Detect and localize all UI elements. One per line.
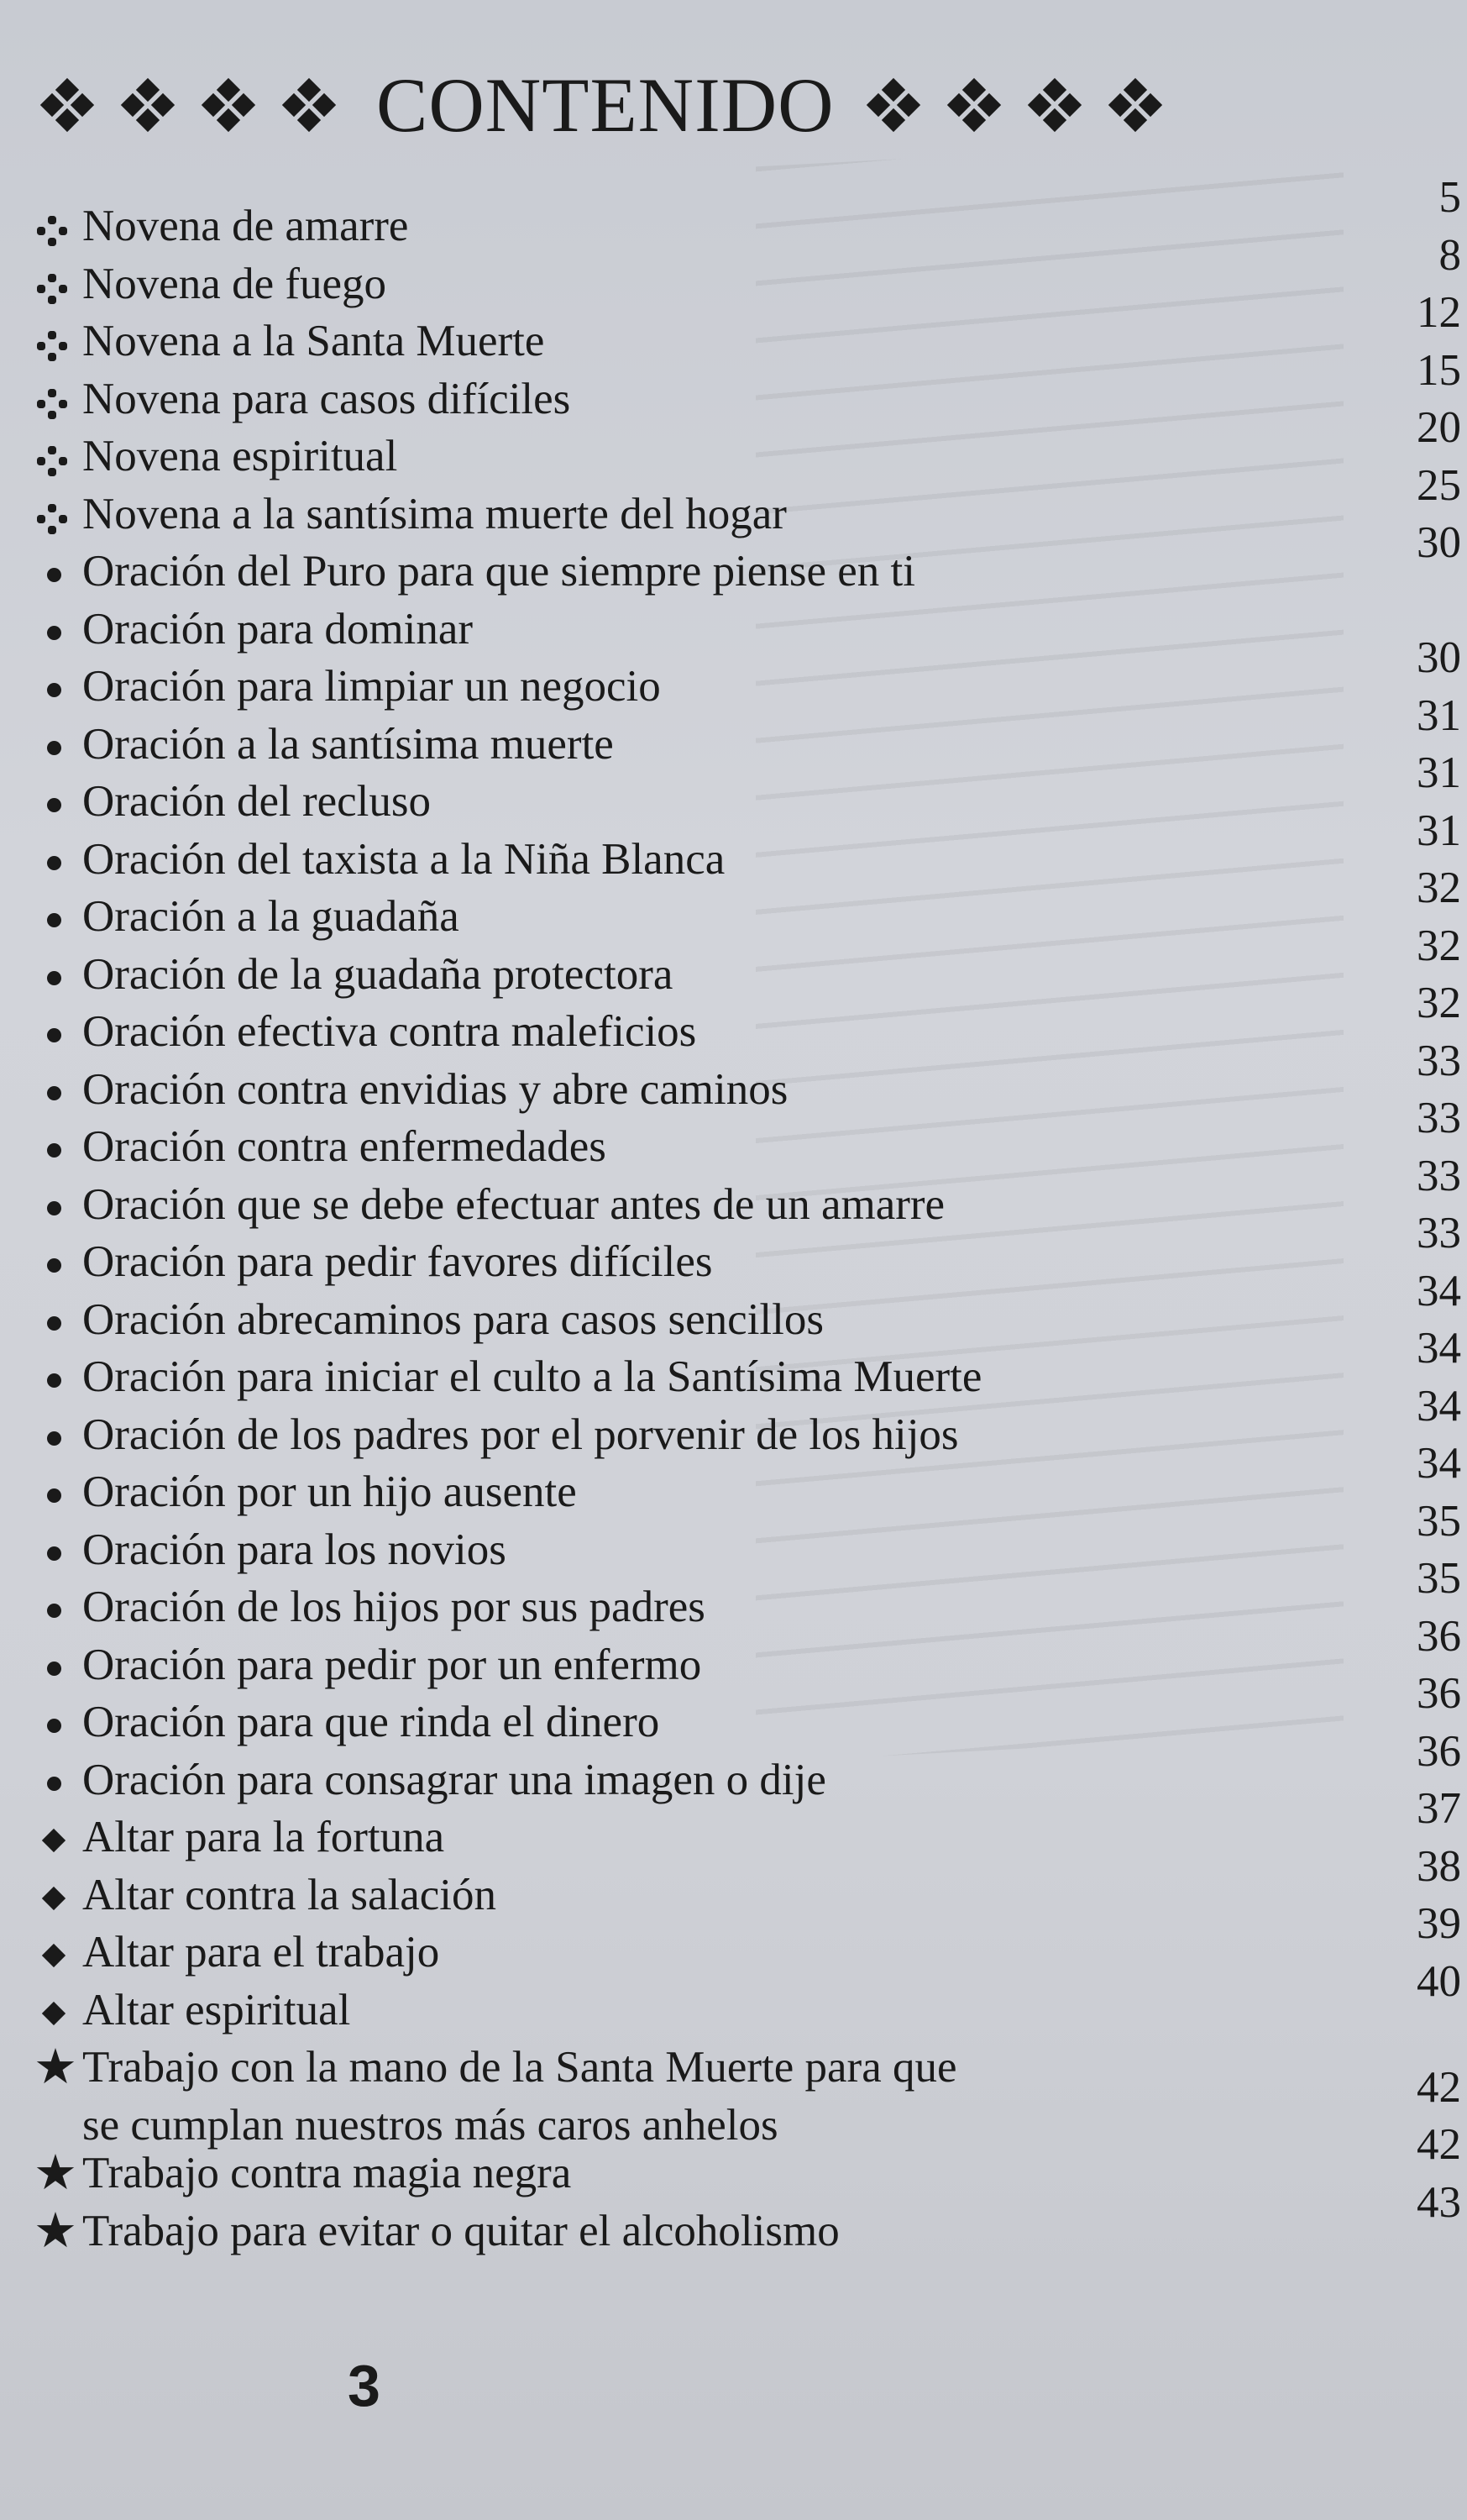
toc-entry-page: 33 [1417,1094,1461,1142]
toc-entry [34,1899,1461,1982]
toc-entry [34,806,1461,889]
toc-entry-page: 15 [1417,345,1461,395]
diamond-bullet-icon [34,1866,82,1924]
toc-entry-page: 42 [1417,2120,1461,2169]
toc-entry-label: Oración a la guadaña [82,892,459,941]
dot-bullet-icon [34,1061,82,1119]
ornament-icon [284,80,334,130]
toc-entry-label: Oración contra envidias y abre caminos [82,1064,789,1114]
toc-entry-page: 33 [1417,1209,1461,1257]
toc-entry [34,2177,1461,2260]
toc-entry [34,2039,1461,2150]
toc-entry [34,1669,1461,1751]
ornament-icon [42,80,92,130]
dot-bullet-icon [34,1636,82,1694]
toc-entry [34,633,1461,716]
toc-entry-label-line1: Trabajo con la mano de la Santa Muerte para que [82,2043,957,2092]
toc-entry-label: Oración para limpiar un negocio [82,662,661,711]
toc-entry [34,864,1461,946]
toc-entry-page: 35 [1417,1496,1461,1546]
toc-entry-page: 31 [1417,690,1461,740]
toc-entry [34,1726,1461,1809]
dot-bullet-icon [34,1003,82,1061]
toc-entry-page: 30 [1417,633,1461,682]
ornament-icon [123,80,173,130]
ornament-bullet-icon [34,370,82,428]
dot-bullet-icon [34,1406,82,1464]
toc-entry-label: Oración de los padres por el porvenir de los hijos [82,1410,959,1459]
toc-entry-page: 5 [1438,173,1461,222]
toc-entry-label: Oración abrecaminos para casos sencillos [82,1294,824,1344]
page-footer [0,2352,1467,2419]
toc-entry [34,230,1461,313]
toc-entry [34,288,1461,370]
toc-entry [34,173,1461,255]
toc-entry-label: Oración contra enfermedades [82,1122,606,1171]
toc-entry [34,690,1461,774]
toc-entry-page: 36 [1417,1669,1461,1718]
toc-entry [34,601,1461,659]
toc-entry [34,1324,1461,1406]
toc-entry-label: Trabajo contra magia negra [82,2149,572,2197]
toc-entry [34,1956,1461,2040]
toc-entry [34,1611,1461,1694]
dot-bullet-icon [34,1233,82,1291]
toc-entry-page: 43 [1417,2177,1461,2227]
dot-bullet-icon [34,1751,82,1809]
toc-entry-label: Novena a la santísima muerte del hogar [82,489,787,538]
toc-entry-label: Oración para que rinda el dinero [82,1698,660,1746]
toc-entry-label: Oración para pedir por un enfermo [82,1640,702,1689]
ornament-bullet-icon [34,255,82,313]
toc-entry [34,1496,1461,1579]
toc-entry-page: 33 [1417,1151,1461,1200]
dot-bullet-icon [34,946,82,1004]
toc-entry [34,1841,1461,1924]
toc-entry [34,1266,1461,1349]
toc-entry-label: Trabajo para evitar o quitar el alcoholismo [82,2206,840,2255]
ornament-icon [203,80,254,130]
dot-bullet-icon [34,1348,82,1406]
toc-entry-label: Oración del recluso [82,777,431,826]
toc-entry [34,1381,1461,1464]
diamond-bullet-icon [34,1982,82,2040]
toc-entry-label-line2: se cumplan nuestros más caros anhelos [82,2100,778,2150]
toc-entry-label: Oración para pedir favores difíciles [82,1237,713,1286]
toc-entry-page: 35 [1417,1554,1461,1603]
toc-entry-page: 34 [1417,1324,1461,1373]
toc-entry [34,979,1461,1061]
toc-entry-label: Oración del Puro para que siempre piense en ti [82,547,915,596]
toc-entry-label: Oración de la guadaña protectora [82,949,673,999]
page-title: CONTENIDO [376,62,835,148]
toc-entry-label: Oración para iniciar el culto a la Santísima Muerte [82,1352,982,1401]
dot-bullet-icon [34,888,82,946]
toc-entry-label: Altar contra la salación [82,1870,496,1919]
toc-entry-page: 32 [1417,921,1461,970]
dot-bullet-icon [34,601,82,659]
toc-entry [34,921,1461,1004]
dot-bullet-icon [34,658,82,716]
ornament-bullet-icon [34,486,82,543]
toc-entry-page: 40 [1417,1956,1461,2006]
toc-entry-page: 20 [1417,403,1461,452]
toc-entry-page: 37 [1417,1784,1461,1833]
toc-entry [34,345,1461,428]
dot-bullet-icon [34,1693,82,1751]
toc-entry-page: 39 [1417,1899,1461,1948]
dot-bullet-icon [34,831,82,889]
toc-entry-page: 32 [1417,864,1461,912]
dot-bullet-icon [34,543,82,601]
toc-entry-label: Oración para consagrar una imagen o dije [82,1755,826,1804]
toc-entry-label: Novena a la Santa Muerte [82,317,545,365]
toc-entry-label: Oración que se debe efectuar antes de un amarre [82,1179,946,1229]
toc-entry-page: 38 [1417,1841,1461,1891]
toc-entry-page: 33 [1417,1036,1461,1085]
toc-entry-page: 12 [1417,288,1461,337]
toc-entry-label: Oración del taxista a la Niña Blanca [82,834,726,884]
toc-entry [34,1209,1461,1291]
toc-entry-page: 34 [1417,1266,1461,1315]
table-of-contents [34,173,1461,2260]
toc-entry-page: 36 [1417,1726,1461,1776]
ornament-bullet-icon [34,197,82,255]
toc-entry [34,1784,1461,1866]
dot-bullet-icon [34,1578,82,1636]
dot-bullet-icon [34,1463,82,1521]
toc-entry-page: 36 [1417,1611,1461,1661]
toc-entry-label: Oración efectiva contra maleficios [82,1007,697,1056]
toc-entry-page: 34 [1417,1381,1461,1431]
toc-entry-label: Novena de fuego [82,259,387,308]
toc-entry [34,460,1461,543]
ornament-bullet-icon [34,428,82,486]
dot-bullet-icon [34,716,82,774]
toc-entry-page: 34 [1417,1439,1461,1488]
toc-entry-label: Novena espiritual [82,432,398,480]
dot-bullet-icon [34,773,82,831]
toc-entry [34,1151,1461,1234]
diamond-bullet-icon [34,1809,82,1866]
toc-entry [34,748,1461,831]
ornament-icon [1110,80,1161,130]
toc-entry [34,1554,1461,1636]
toc-entry-label: Oración para dominar [82,604,474,654]
ornament-icon [1030,80,1080,130]
toc-entry-page: 31 [1417,748,1461,797]
ornament-icon [868,80,919,130]
dot-bullet-icon [34,1291,82,1349]
toc-entry-label: Oración a la santísima muerte [82,719,614,769]
dot-bullet-icon [34,1176,82,1234]
toc-entry-label: Novena para casos difíciles [82,374,571,423]
toc-entry-page: 42 [1417,2063,1461,2112]
dot-bullet-icon [34,1521,82,1579]
toc-entry-label: Oración por un hijo ausente [82,1467,577,1516]
toc-entry-label: Altar para el trabajo [82,1928,440,1977]
ornament-bullet-icon [34,312,82,370]
toc-entry-label: Altar para la fortuna [82,1813,445,1861]
toc-entry-label: Novena de amarre [82,202,409,250]
title-row [42,59,1352,151]
toc-entry-page: 31 [1417,806,1461,855]
ornament-icon [949,80,999,130]
toc-entry-label [82,2039,957,2154]
page-number: 3 [348,2353,380,2418]
toc-entry-label: Oración para los novios [82,1525,506,1574]
star-bullet-icon: ★ [34,2202,77,2258]
toc-entry-label: Oración de los hijos por sus padres [82,1583,705,1631]
toc-entry [34,1094,1461,1176]
toc-entry [34,518,1461,601]
dot-bullet-icon [34,1118,82,1176]
toc-entry-label: Altar espiritual [82,1985,351,2034]
star-bullet-icon: ★ [34,2145,77,2200]
toc-entry [34,403,1461,486]
toc-entry-page: 8 [1438,230,1461,280]
toc-entry [34,1439,1461,1521]
star-bullet-icon: ★ [34,2040,77,2094]
toc-entry-page: 32 [1417,979,1461,1027]
toc-entry-page: 25 [1417,460,1461,510]
diamond-bullet-icon [34,1924,82,1982]
toc-entry-page: 30 [1417,518,1461,567]
toc-entry [34,1036,1461,1119]
